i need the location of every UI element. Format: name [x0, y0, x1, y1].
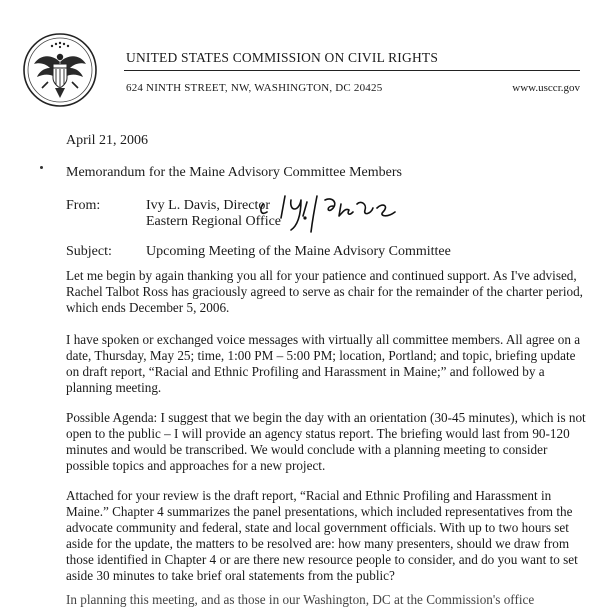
body-paragraph-1: Let me begin by again thanking you all for your patience and continued support. As I've advised, Rachel Talbot Ross has graciously agreed to serve as chair for the remainder of the charter period, which ends December 5, 2006. — [66, 268, 583, 315]
handwritten-signature — [255, 182, 415, 238]
memo-date: April 21, 2006 — [66, 133, 149, 148]
organization-name: UNITED STATES COMMISSION ON CIVIL RIGHTS — [126, 50, 439, 65]
memo-recipients: Memorandum for the Maine Advisory Committee Members — [66, 165, 402, 180]
organization-address: 624 NINTH STREET, NW, WASHINGTON, DC 20425 — [126, 82, 383, 94]
body-paragraph-2: I have spoken or exchanged voice messages with virtually all committee members. All agree on a date, Thursday, May 25; time, 1:00 PM – 5:00 PM; location, Portland; and topic, briefing update on draft report, “Racial and Ethnic Profiling and Harassment in Maine;” and followed by a planning meeting. — [66, 332, 581, 395]
margin-dot — [40, 166, 43, 169]
letterhead-divider — [124, 70, 580, 71]
from-label: From: — [66, 198, 101, 213]
from-name: Ivy L. Davis, Director — [146, 198, 271, 213]
subject-text: Upcoming Meeting of the Maine Advisory Committee — [146, 244, 451, 259]
subject-label: Subject: — [66, 244, 112, 259]
body-paragraph-3: Possible Agenda: I suggest that we begin the day with an orientation (30-45 minutes), which is not open to the public – I will provide an agency status report. The briefing would last from 90-120 minutes and would be transcribed. We would conclude with a planning meeting to consider possible topics and approaches for a new project. — [66, 410, 586, 473]
body-paragraph-5: In planning this meeting, and as those in our Washington, DC at the Commission's office — [66, 592, 535, 607]
from-office: Eastern Regional Office — [146, 214, 282, 229]
organization-website: www.usccr.gov — [512, 82, 580, 94]
body-paragraph-4: Attached for your review is the draft report, “Racial and Ethnic Profiling and Harassment in Maine.” Chapter 4 summarizes the panel presentations, which included representatives from the advocate community and federal, state and local government officials. With up to two hours set aside for the update, the matters to be resolved are: how many presenters, should we draw from those identified in Chapter 4 or are there new resource people to consider, and do you want to set aside 30 minutes to take brief oral statements from the public? — [66, 488, 578, 583]
great-seal-icon — [22, 32, 98, 108]
